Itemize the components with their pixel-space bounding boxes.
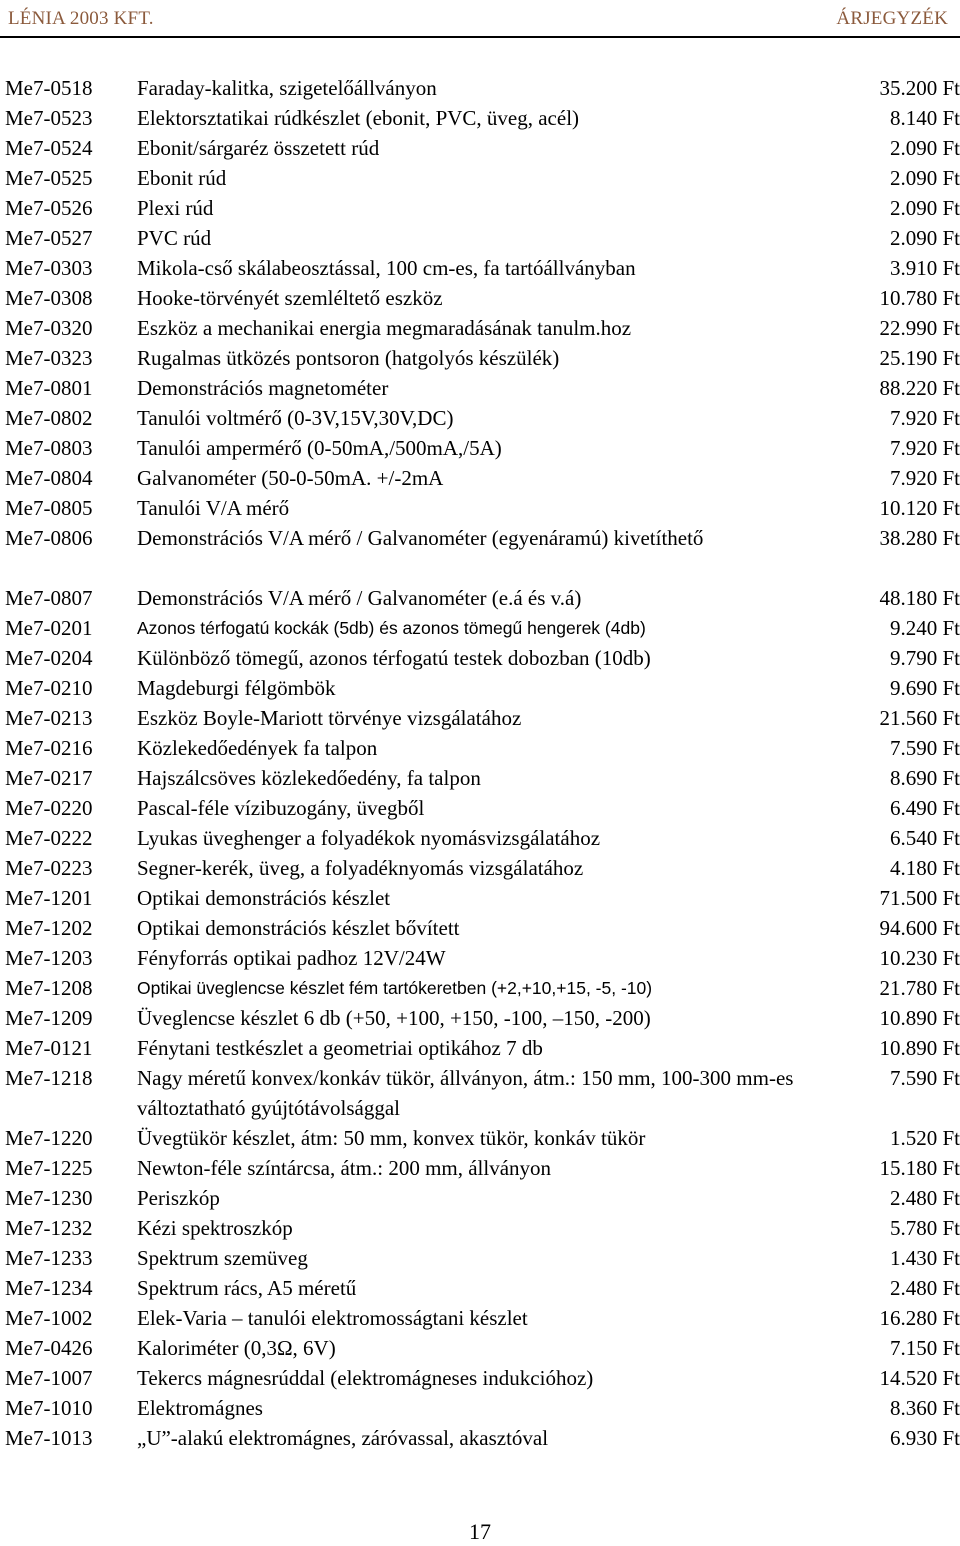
price-list-row xyxy=(0,1423,960,1453)
item-description: Periszkóp xyxy=(137,1186,220,1210)
item-code: Me7-0216 xyxy=(5,736,93,760)
item-price: 8.690 Ft xyxy=(889,766,960,790)
item-description: Spektrum rács, A5 méretű xyxy=(137,1276,357,1300)
price-list-row xyxy=(0,1273,960,1303)
item-code: Me7-1013 xyxy=(5,1426,93,1450)
item-description: Faraday-kalitka, szigetelőállványon xyxy=(137,76,437,100)
item-price: 2.090 Ft xyxy=(889,136,960,160)
price-list-row xyxy=(0,613,960,643)
item-description: Fénytani testkészlet a geometriai optikához 7 db xyxy=(137,1036,543,1060)
item-description: Fényforrás optikai padhoz 12V/24W xyxy=(137,946,446,970)
item-price: 6.490 Ft xyxy=(889,796,960,820)
item-price: 14.520 Ft xyxy=(879,1366,960,1390)
price-list xyxy=(0,73,960,1453)
price-list-row xyxy=(0,493,960,523)
item-code: Me7-0518 xyxy=(5,76,93,100)
price-list-row xyxy=(0,583,960,613)
item-code: Me7-1002 xyxy=(5,1306,93,1330)
item-description: Elektromágnes xyxy=(137,1396,263,1420)
price-list-row xyxy=(0,1183,960,1213)
item-description: Eszköz Boyle-Mariott törvénye vizsgálatához xyxy=(137,706,522,730)
item-code: Me7-0803 xyxy=(5,436,93,460)
price-list-row xyxy=(0,163,960,193)
item-description: Optikai demonstrációs készlet bővített xyxy=(137,916,460,940)
document-title: ÁRJEGYZÉK xyxy=(836,8,948,29)
price-list-row xyxy=(0,943,960,973)
item-price: 8.360 Ft xyxy=(889,1396,960,1420)
price-list-row xyxy=(0,853,960,883)
item-price: 2.480 Ft xyxy=(889,1186,960,1210)
item-code: Me7-1203 xyxy=(5,946,93,970)
item-code: Me7-1230 xyxy=(5,1186,93,1210)
item-description: Elektorsztatikai rúdkészlet (ebonit, PVC, üveg, acél) xyxy=(137,106,580,130)
item-price: 94.600 Ft xyxy=(879,916,960,940)
item-description: Hajszálcsöves közlekedőedény, fa talpon xyxy=(137,766,481,790)
company-name: LÉNIA 2003 KFT. xyxy=(8,8,154,29)
item-code: Me7-0801 xyxy=(5,376,93,400)
price-list-row xyxy=(0,1063,960,1123)
item-description: Közlekedőedények fa talpon xyxy=(137,736,378,760)
item-price: 2.090 Ft xyxy=(889,166,960,190)
item-code: Me7-0201 xyxy=(5,616,93,640)
item-code: Me7-0303 xyxy=(5,256,93,280)
price-list-row xyxy=(0,1153,960,1183)
item-code: Me7-0323 xyxy=(5,346,93,370)
price-list-row xyxy=(0,913,960,943)
item-code: Me7-1209 xyxy=(5,1006,93,1030)
price-list-row xyxy=(0,733,960,763)
item-price: 10.780 Ft xyxy=(879,286,960,310)
item-description: Demonstrációs magnetométer xyxy=(137,376,389,400)
price-list-row xyxy=(0,343,960,373)
item-code: Me7-0210 xyxy=(5,676,93,700)
item-description: PVC rúd xyxy=(137,226,212,250)
price-list-row xyxy=(0,463,960,493)
item-code: Me7-1218 xyxy=(5,1066,93,1090)
item-code: Me7-1202 xyxy=(5,916,93,940)
price-list-row xyxy=(0,793,960,823)
item-price: 7.590 Ft xyxy=(889,736,960,760)
item-code: Me7-0805 xyxy=(5,496,93,520)
item-code: Me7-0217 xyxy=(5,766,93,790)
price-list-row xyxy=(0,643,960,673)
item-description: Kézi spektroszkóp xyxy=(137,1216,293,1240)
item-price: 16.280 Ft xyxy=(879,1306,960,1330)
price-list-row xyxy=(0,133,960,163)
item-code: Me7-0121 xyxy=(5,1036,93,1060)
item-price: 9.240 Ft xyxy=(889,616,960,640)
item-description: Eszköz a mechanikai energia megmaradásának tanulm.hoz xyxy=(137,316,632,340)
price-list-row xyxy=(0,823,960,853)
item-code: Me7-0527 xyxy=(5,226,93,250)
item-description: Rugalmas ütközés pontsoron (hatgolyós készülék) xyxy=(137,346,560,370)
price-list-row xyxy=(0,1003,960,1033)
item-code: Me7-1010 xyxy=(5,1396,93,1420)
price-list-row xyxy=(0,313,960,343)
price-list-row xyxy=(0,253,960,283)
item-description: „U”-alakú elektromágnes, záróvassal, akasztóval xyxy=(137,1426,549,1450)
price-list-row xyxy=(0,673,960,703)
price-list-row xyxy=(0,1303,960,1333)
price-list-row xyxy=(0,223,960,253)
item-description: Optikai demonstrációs készlet xyxy=(137,886,391,910)
price-list-row xyxy=(0,103,960,133)
price-list-row xyxy=(0,1213,960,1243)
item-price: 9.790 Ft xyxy=(889,646,960,670)
item-price: 2.090 Ft xyxy=(889,196,960,220)
item-price: 35.200 Ft xyxy=(879,76,960,100)
price-list-row xyxy=(0,523,960,583)
item-code: Me7-1233 xyxy=(5,1246,93,1270)
item-price: 7.920 Ft xyxy=(889,436,960,460)
price-list-row xyxy=(0,1363,960,1393)
item-code: Me7-1232 xyxy=(5,1216,93,1240)
page-header xyxy=(0,8,960,36)
price-list-row xyxy=(0,763,960,793)
item-description: Üvegtükör készlet, átm: 50 mm, konvex tükör, konkáv tükör xyxy=(137,1126,646,1150)
item-price: 10.890 Ft xyxy=(879,1006,960,1030)
item-price: 25.190 Ft xyxy=(879,346,960,370)
item-price: 7.920 Ft xyxy=(889,466,960,490)
item-price: 10.230 Ft xyxy=(879,946,960,970)
price-list-row xyxy=(0,403,960,433)
item-price: 6.930 Ft xyxy=(889,1426,960,1450)
item-price: 4.180 Ft xyxy=(889,856,960,880)
item-price: 21.560 Ft xyxy=(879,706,960,730)
price-list-row xyxy=(0,283,960,313)
price-list-row xyxy=(0,883,960,913)
item-description: Spektrum szemüveg xyxy=(137,1246,308,1270)
item-code: Me7-0806 xyxy=(5,526,93,550)
item-code: Me7-0426 xyxy=(5,1336,93,1360)
item-description: Ebonit rúd xyxy=(137,166,227,190)
price-list-row xyxy=(0,1033,960,1063)
item-description: Hooke-törvényét szemléltető eszköz xyxy=(137,286,443,310)
item-price: 8.140 Ft xyxy=(889,106,960,130)
item-description: Kaloriméter (0,3Ω, 6V) xyxy=(137,1336,336,1360)
item-price: 88.220 Ft xyxy=(879,376,960,400)
item-description: Különböző tömegű, azonos térfogatú testek dobozban (10db) xyxy=(137,646,651,670)
item-description: Demonstrációs V/A mérő / Galvanométer (e.á és v.á) xyxy=(137,586,582,610)
price-list-row xyxy=(0,1393,960,1423)
header-divider xyxy=(0,36,960,38)
item-price: 2.090 Ft xyxy=(889,226,960,250)
item-code: Me7-1220 xyxy=(5,1126,93,1150)
item-price: 5.780 Ft xyxy=(889,1216,960,1240)
item-description: Lyukas üveghenger a folyadékok nyomásvizsgálatához xyxy=(137,826,601,850)
price-list-row xyxy=(0,1123,960,1153)
item-price: 3.910 Ft xyxy=(889,256,960,280)
item-description: Galvanométer (50-0-50mA. +/-2mA xyxy=(137,466,444,490)
item-code: Me7-1007 xyxy=(5,1366,93,1390)
item-price: 7.150 Ft xyxy=(889,1336,960,1360)
item-description: Elek-Varia – tanulói elektromosságtani készlet xyxy=(137,1306,528,1330)
price-list-row xyxy=(0,73,960,103)
item-code: Me7-0524 xyxy=(5,136,93,160)
page-number: 17 xyxy=(469,1519,491,1544)
item-code: Me7-0804 xyxy=(5,466,93,490)
item-price: 1.520 Ft xyxy=(889,1126,960,1150)
item-price: 2.480 Ft xyxy=(889,1276,960,1300)
item-description: Mikola-cső skálabeosztással, 100 cm-es, fa tartóállványban xyxy=(137,256,636,280)
item-code: Me7-0213 xyxy=(5,706,93,730)
item-description: Nagy méretű konvex/konkáv tükör, állványon, átm.: 150 mm, 100-300 mm-es változtatható gyújtótávolsággal xyxy=(137,1066,794,1120)
item-code: Me7-0222 xyxy=(5,826,93,850)
item-code: Me7-0526 xyxy=(5,196,93,220)
price-list-row xyxy=(0,1243,960,1273)
item-description: Tanulói V/A mérő xyxy=(137,496,290,520)
item-code: Me7-1225 xyxy=(5,1156,93,1180)
item-price: 6.540 Ft xyxy=(889,826,960,850)
item-description: Azonos térfogatú kockák (5db) és azonos tömegű hengerek (4db) xyxy=(137,618,646,638)
item-price: 10.120 Ft xyxy=(879,496,960,520)
price-list-row xyxy=(0,1333,960,1363)
item-code: Me7-1201 xyxy=(5,886,93,910)
item-description: Segner-kerék, üveg, a folyadéknyomás vizsgálatához xyxy=(137,856,584,880)
item-code: Me7-1208 xyxy=(5,976,93,1000)
item-description: Tanulói ampermérő (0-50mA,/500mA,/5A) xyxy=(137,436,502,460)
item-description: Ebonit/sárgaréz összetett rúd xyxy=(137,136,380,160)
item-code: Me7-0308 xyxy=(5,286,93,310)
item-price: 9.690 Ft xyxy=(889,676,960,700)
item-price: 1.430 Ft xyxy=(889,1246,960,1270)
item-price: 71.500 Ft xyxy=(879,886,960,910)
item-code: Me7-0220 xyxy=(5,796,93,820)
item-price: 7.590 Ft xyxy=(889,1066,960,1090)
item-description: Newton-féle színtárcsa, átm.: 200 mm, állványon xyxy=(137,1156,552,1180)
item-price: 22.990 Ft xyxy=(879,316,960,340)
item-code: Me7-0802 xyxy=(5,406,93,430)
item-description: Tanulói voltmérő (0-3V,15V,30V,DC) xyxy=(137,406,454,430)
item-description: Optikai üveglencse készlet fém tartókeretben (+2,+10,+15, -5, -10) xyxy=(137,978,653,998)
item-price: 15.180 Ft xyxy=(879,1156,960,1180)
item-code: Me7-0525 xyxy=(5,166,93,190)
item-code: Me7-0223 xyxy=(5,856,93,880)
item-description: Tekercs mágnesrúddal (elektromágneses indukcióhoz) xyxy=(137,1366,594,1390)
item-code: Me7-0523 xyxy=(5,106,93,130)
item-price: 38.280 Ft xyxy=(879,526,960,550)
item-description: Pascal-féle vízibuzogány, üvegből xyxy=(137,796,425,820)
price-list-row xyxy=(0,193,960,223)
price-list-row xyxy=(0,373,960,403)
price-list-row xyxy=(0,433,960,463)
price-list-row xyxy=(0,973,960,1003)
item-description: Plexi rúd xyxy=(137,196,214,220)
item-price: 10.890 Ft xyxy=(879,1036,960,1060)
item-price: 7.920 Ft xyxy=(889,406,960,430)
item-description: Magdeburgi félgömbök xyxy=(137,676,336,700)
item-description: Demonstrációs V/A mérő / Galvanométer (egyenáramú) kivetíthető xyxy=(137,526,704,550)
item-code: Me7-0807 xyxy=(5,586,93,610)
item-price: 21.780 Ft xyxy=(879,976,960,1000)
item-code: Me7-0320 xyxy=(5,316,93,340)
price-list-row xyxy=(0,703,960,733)
item-description: Üveglencse készlet 6 db (+50, +100, +150, -100, –150, -200) xyxy=(137,1006,651,1030)
item-code: Me7-0204 xyxy=(5,646,93,670)
item-price: 48.180 Ft xyxy=(879,586,960,610)
item-code: Me7-1234 xyxy=(5,1276,93,1300)
